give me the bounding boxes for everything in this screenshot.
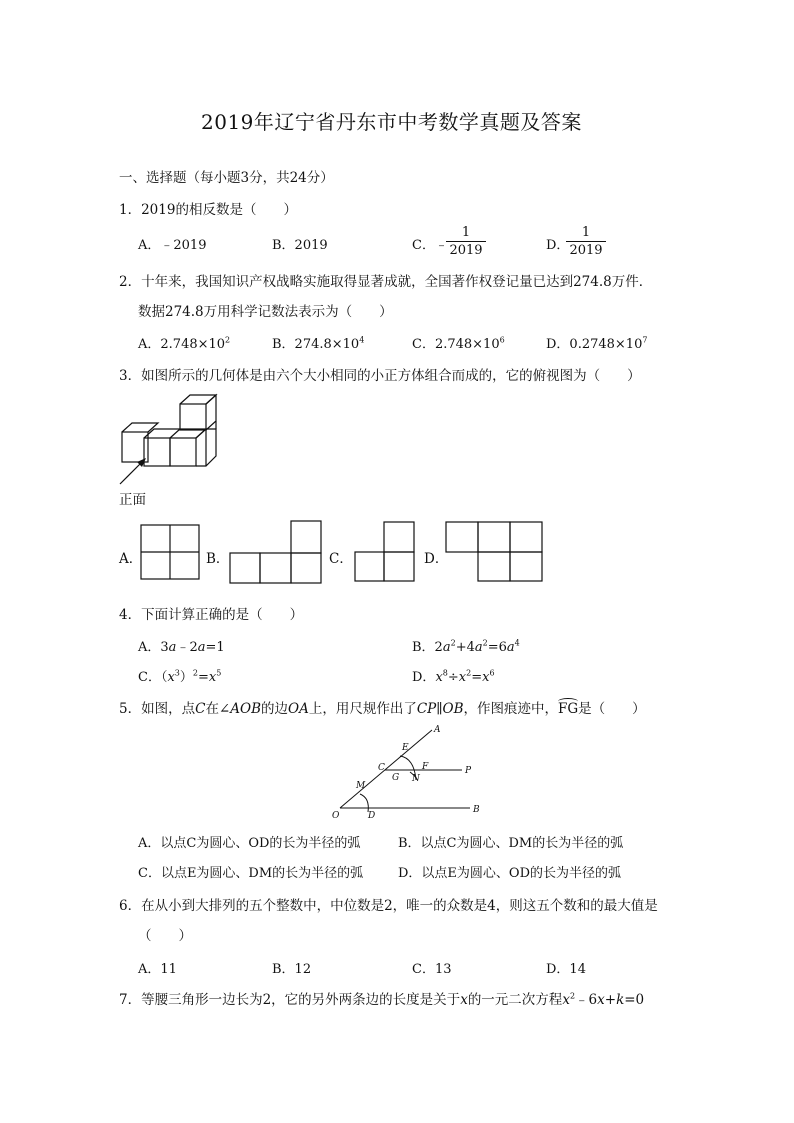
q6-stem-line1: 6．在从小到大排列的五个整数中，中位数是2，唯一的众数是4，则这五个数和的最大值是 xyxy=(119,898,658,914)
q3-option-d-label: D． xyxy=(424,551,449,567)
arc-md xyxy=(360,794,368,812)
q1-c-denominator: 2019 xyxy=(449,243,483,258)
q5-option-a: A．以点C为圆心、OD的长为半径的弧 xyxy=(138,836,361,851)
q1-option-d-fraction xyxy=(566,225,606,258)
q2-option-c: C．$2.748\times 10^6$ xyxy=(412,335,505,352)
q3-solid-figure xyxy=(118,392,228,482)
label-f: F xyxy=(422,762,429,772)
q3-front-label: 正面 xyxy=(119,492,146,508)
label-d: D xyxy=(368,811,376,821)
label-g: G xyxy=(392,773,400,783)
q1-option-c-fraction xyxy=(446,225,486,258)
q6-option-b: B．12 xyxy=(272,962,312,977)
label-c: C xyxy=(378,763,385,773)
q4-stem: 4．下面计算正确的是（ ） xyxy=(119,607,304,623)
q1-d-numerator: 1 xyxy=(581,225,591,240)
q4-option-c: C．$(x^3)^2=x^5$ xyxy=(138,668,222,685)
q6-option-a: A．11 xyxy=(138,962,177,977)
section-heading: 一、选择题（每小题3分，共24分） xyxy=(119,170,334,186)
q3-option-d-figure xyxy=(445,521,545,583)
q3-option-c-label: C． xyxy=(329,551,353,567)
q5-stem: 5．如图，点C在∠AOB的边OA上，用尺规作出了CP∥OB，作图痕迹中， FG是（ ） xyxy=(119,697,646,717)
q3-option-a-figure xyxy=(141,525,201,581)
cube-face xyxy=(170,438,196,466)
cube-face xyxy=(180,404,206,430)
q6-option-c: C．13 xyxy=(412,962,452,977)
q1-option-b: B．2019 xyxy=(272,238,328,253)
q2-stem-line1: 2．十年来，我国知识产权战略实施取得显著成就，全国著作权登记量已达到274.8万件． xyxy=(119,274,653,290)
q2-option-b: B．$274.8\times 10^4$ xyxy=(272,335,365,352)
q4-option-b: B．$2a^2+4a^2=6a^4$ xyxy=(412,638,520,655)
q4-option-d: D．$x^8\div x^2=x^6$ xyxy=(412,668,495,685)
label-a: A xyxy=(434,725,441,735)
q3-option-b-label: B． xyxy=(206,551,230,567)
q1-option-a: A．﹣2019 xyxy=(138,238,207,253)
q1-option-d-label: D． xyxy=(546,238,570,253)
ray-oa xyxy=(340,730,432,808)
q5-option-c: C．以点E为圆心、DM的长为半径的弧 xyxy=(138,866,364,881)
arc-fg: FG xyxy=(558,701,578,717)
q3-option-a-label: A． xyxy=(119,551,143,567)
q3-option-c-figure xyxy=(354,521,418,583)
q1-d-denominator: 2019 xyxy=(569,243,603,258)
fraction-bar xyxy=(566,241,606,242)
q5-construction-figure xyxy=(330,722,490,822)
q1-option-c-label: C．﹣ xyxy=(412,238,448,253)
q3-stem: 3．如图所示的几何体是由六个大小相同的小正方体组合而成的，它的俯视图为（ ） xyxy=(119,368,641,384)
label-m: M xyxy=(356,781,366,791)
label-e: E xyxy=(402,743,409,753)
label-p: P xyxy=(465,766,472,776)
page-title: 2019年辽宁省丹东市中考数学真题及答案 xyxy=(201,110,582,134)
q5-option-b: B．以点C为圆心、DM的长为半径的弧 xyxy=(398,836,624,851)
q2-option-a: A．$2.748\times 10^2$ xyxy=(138,335,231,352)
q1-stem: 1．2019的相反数是（ ） xyxy=(119,202,297,218)
label-o: O xyxy=(332,811,340,821)
label-n: N xyxy=(412,774,420,784)
fraction-bar xyxy=(446,241,486,242)
q4-option-a: A．3a﹣2a=1 xyxy=(138,640,225,655)
q6-option-d: D．14 xyxy=(546,962,586,977)
q3-option-b-figure xyxy=(229,520,323,584)
q2-option-d: D．$0.2748\times 10^7$ xyxy=(546,335,648,352)
q5-option-d: D．以点E为圆心、OD的长为半径的弧 xyxy=(398,866,621,881)
q6-stem-line2: （ ） xyxy=(138,928,192,944)
label-b: B xyxy=(473,805,480,815)
q1-c-numerator: 1 xyxy=(461,225,471,240)
q2-stem-line2: 数据274.8万用科学记数法表示为（ ） xyxy=(138,304,393,320)
q7-stem: 7．等腰三角形一边长为2，它的另外两条边的长度是关于x的一元二次方程$x^2﹣6x+k=0$ xyxy=(119,991,645,1008)
